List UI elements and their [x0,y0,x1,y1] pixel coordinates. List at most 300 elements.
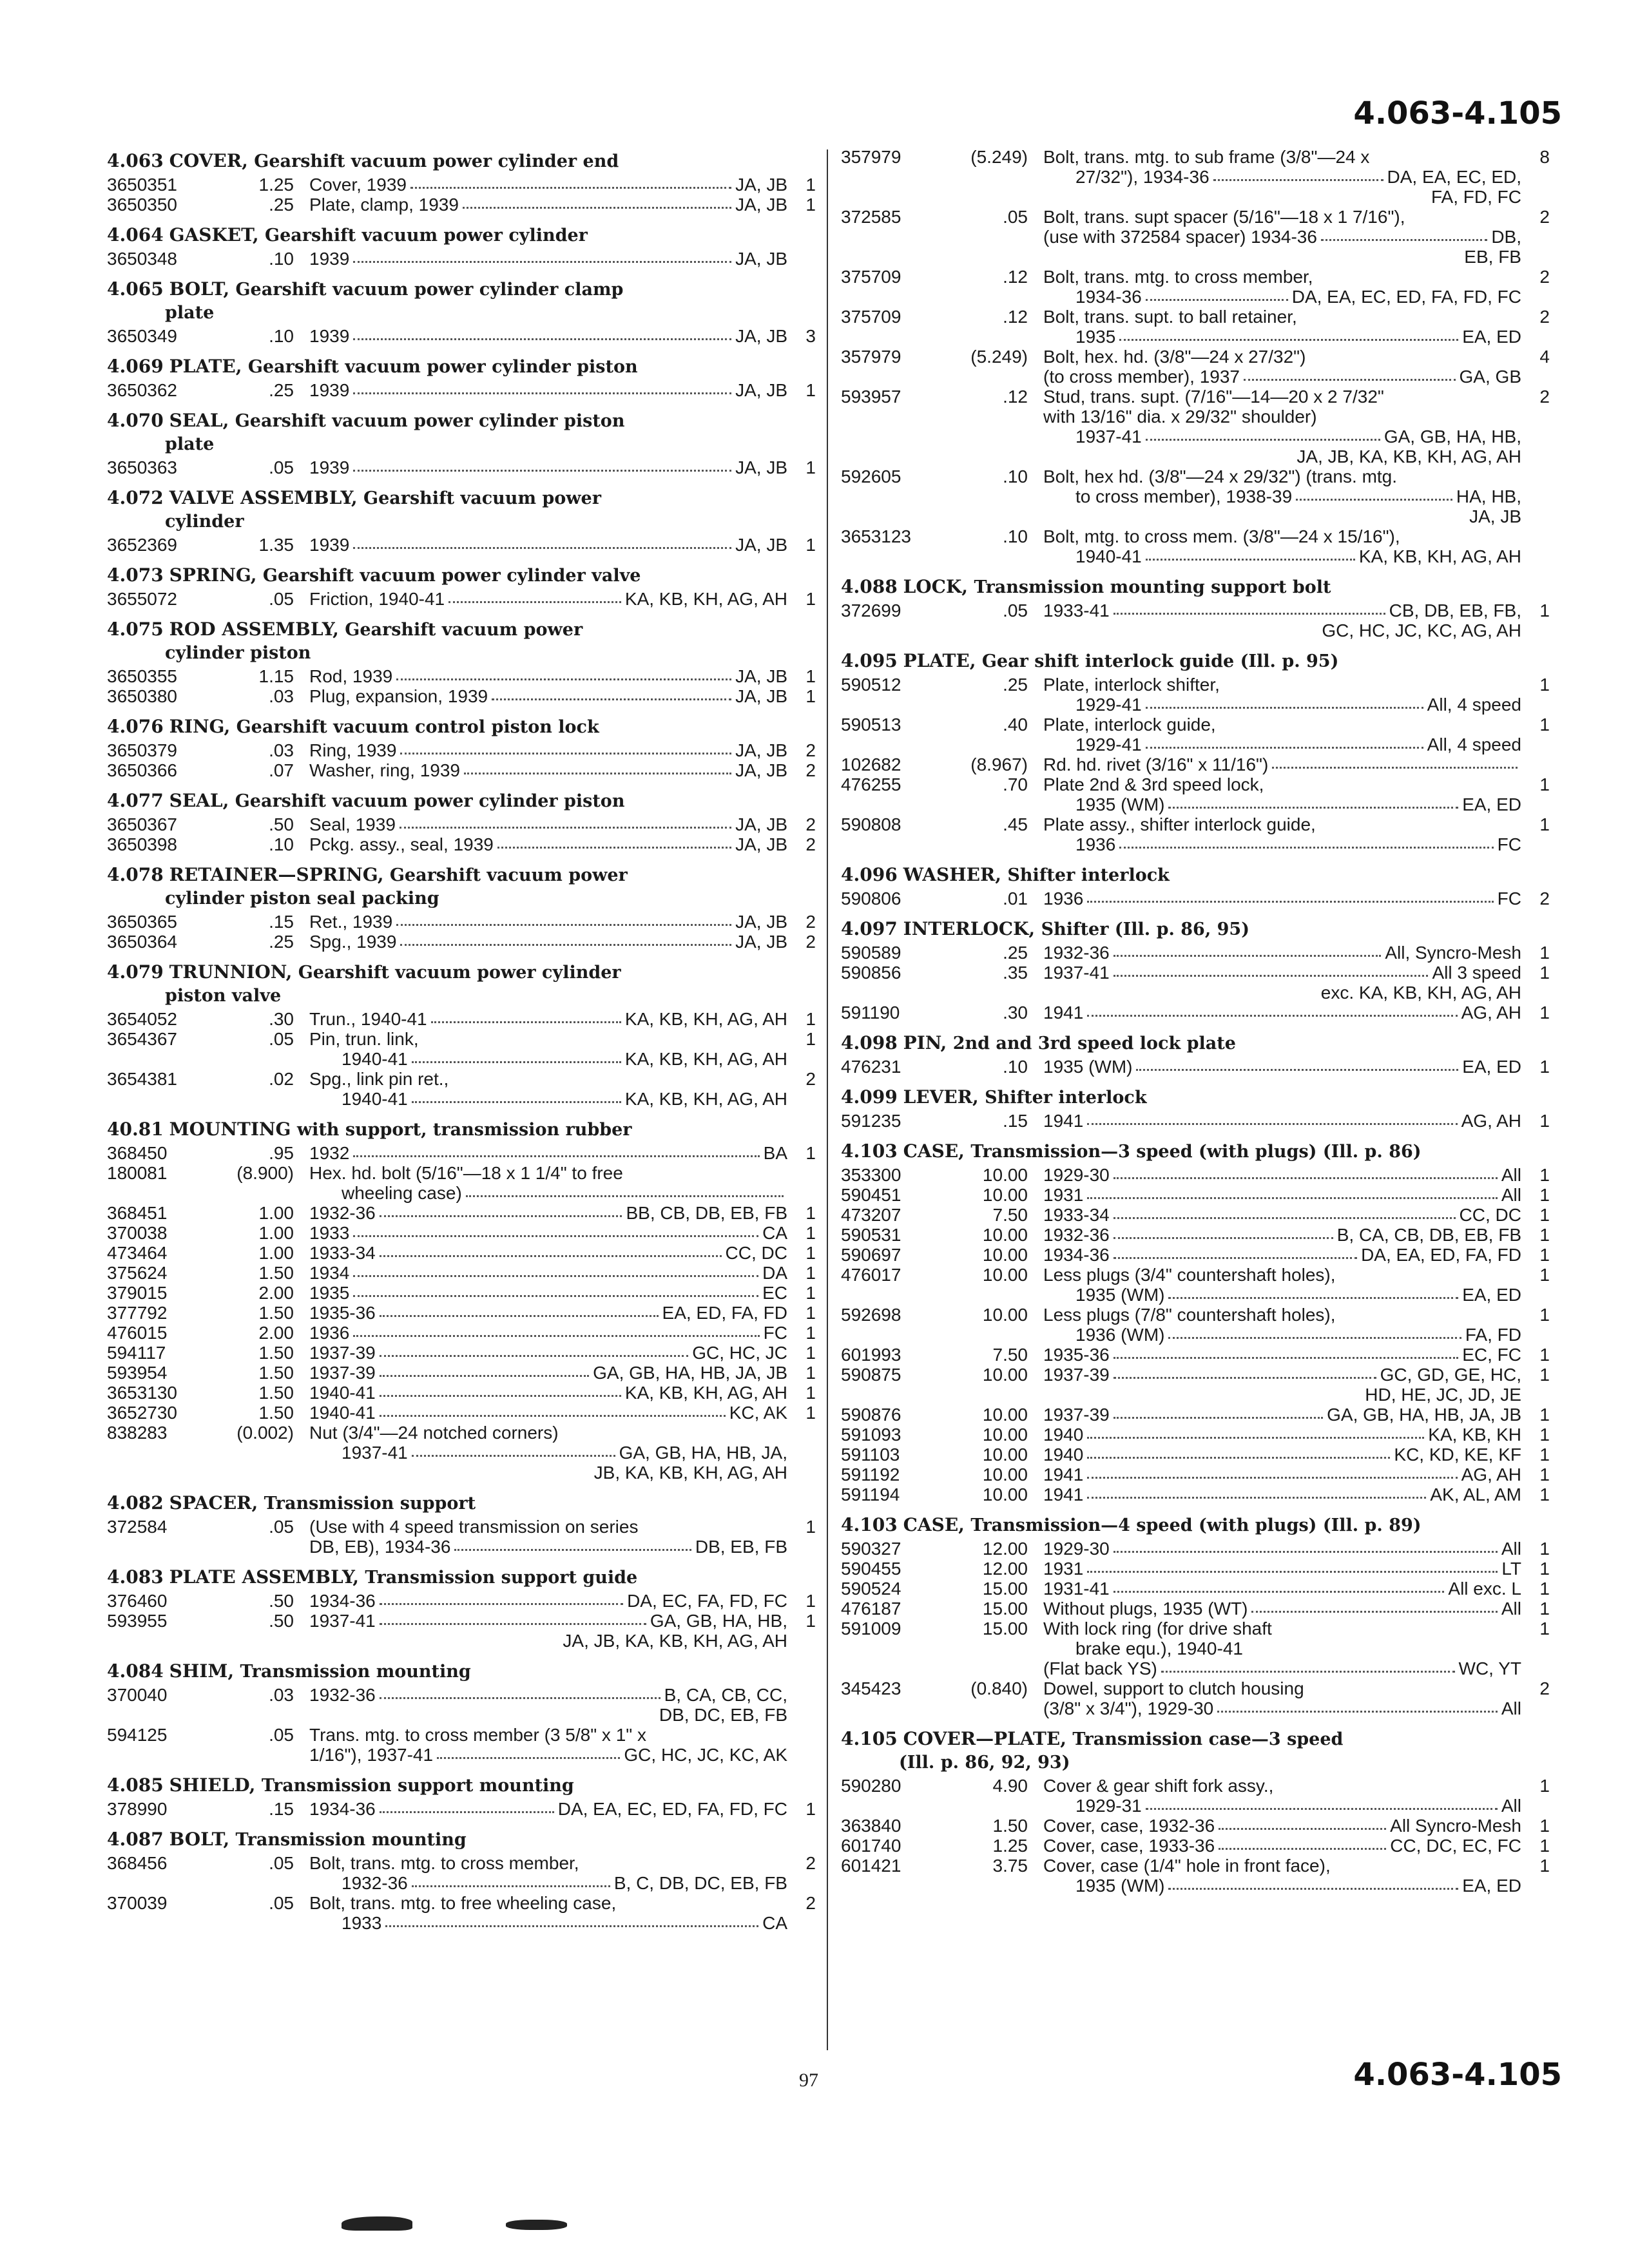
part-price: .12 [1003,387,1028,407]
part-row [841,1265,1550,1305]
catalog-section [107,618,816,706]
dot-leader [353,535,731,549]
dot-leader [380,1403,726,1417]
part-row [107,740,816,760]
section-name: SHIELD, [169,1774,256,1796]
description-text: Friction, 1940-41 [309,589,445,609]
description-line [309,1049,787,1069]
part-description [1043,774,1521,814]
description-line [1043,834,1521,854]
description-text: 1932-36 [1043,1225,1110,1245]
part-number: 370039 [107,1893,168,1913]
part-number: 372584 [107,1517,168,1537]
part-number: 357979 [841,347,901,367]
part-price: 12.00 [982,1539,1028,1559]
part-number: 368456 [107,1853,168,1873]
catalog-section [107,1774,816,1819]
part-price: (5.249) [970,147,1028,167]
part-description [309,1283,787,1303]
part-price: (8.900) [236,1163,294,1183]
description-text: 1941 [1043,1485,1084,1504]
part-number: 3650350 [107,195,178,215]
page-number: 97 [799,2070,818,2091]
section-description: Gear shift interlock guide (Ill. p. 95) [976,651,1339,671]
part-description [1043,147,1521,207]
dot-leader [1219,1816,1386,1830]
section-name: GASKET, [169,224,259,245]
section-name: PLATE, [903,650,976,671]
right-column [841,147,1550,1905]
section-number: 4.077 [107,790,164,811]
part-price: (0.002) [236,1423,294,1443]
model-codes: GA, GB, HA, HB, JA, [619,1443,787,1463]
part-price: .10 [1003,1057,1028,1077]
dot-leader [380,1243,722,1257]
section-number: 4.082 [107,1492,164,1514]
part-quantity: 1 [805,1263,816,1283]
part-price: 1.35 [258,535,294,555]
part-price: 1.00 [258,1223,294,1243]
part-row [107,814,816,834]
part-description [1043,526,1521,566]
description-text: Stud, trans. supt. (7/16"—14—20 x 2 7/32" [1043,387,1384,407]
dot-leader [380,1303,659,1317]
part-number: 375709 [841,267,901,287]
description-text: Bolt, mtg. to cross mem. (3/8"—24 x 15/16"), [1043,526,1400,546]
section-name: BOLT, [169,1829,230,1850]
section-description: Gearshift vacuum power cylinder clamp [229,280,624,300]
part-price: 1.50 [258,1343,294,1363]
dot-leader [1168,1285,1458,1299]
dot-leader [380,1611,646,1625]
part-number: 3650364 [107,932,178,952]
part-price: 1.50 [258,1383,294,1403]
section-description-cont: cylinder [165,512,244,532]
part-description [1043,1816,1521,1836]
part-description [1043,963,1521,1003]
part-description [1043,1678,1521,1718]
dot-leader [1146,735,1423,749]
part-description [309,195,787,215]
part-price: 10.00 [982,1165,1028,1185]
description-text: 1935-36 [1043,1345,1110,1365]
description-line [1043,267,1521,287]
description-text: Bolt, hex hd. (3/8"—24 x 29/32") (trans. mtg. [1043,466,1398,486]
description-text: Plate, clamp, 1939 [309,195,459,215]
part-number: 3655072 [107,589,178,609]
description-text: Ret., 1939 [309,912,393,932]
part-description [1043,1225,1521,1245]
model-codes: JA, JB [735,834,787,854]
part-price: .03 [269,740,294,760]
part-description [309,1893,787,1933]
catalog-section [107,789,816,854]
description-text: 1932-36 [1043,943,1110,963]
description-line [1043,1658,1521,1678]
description-text: Hex. hd. bolt (5/16"—18 x 1 1/4" to free [309,1163,623,1183]
dot-leader [1168,794,1458,809]
model-codes: JA, JB [735,814,787,834]
part-quantity: 2 [1539,267,1550,287]
part-row [841,526,1550,566]
model-codes: DB, [1491,227,1521,247]
part-row [841,1445,1550,1465]
part-quantity: 1 [805,1009,816,1029]
description-line [1043,187,1521,207]
catalog-section [107,1118,816,1483]
section-name: PLATE, [169,356,242,377]
dot-leader [1136,1057,1458,1071]
part-quantity [1521,526,1550,566]
dot-leader [380,1799,554,1813]
section-number: 4.103 [841,1514,898,1535]
part-price: 10.00 [982,1305,1028,1325]
description-text: Without plugs, 1935 (WT) [1043,1599,1248,1619]
part-description [1043,1856,1521,1896]
section-name: LOCK, [903,576,969,597]
part-row [841,1305,1550,1345]
section-name: SPRING, [169,564,257,586]
model-codes: JA, JB [735,666,787,686]
part-description [1043,1003,1521,1023]
section-description: Transmission—4 speed (with plugs) (Ill. p. 89) [964,1515,1422,1535]
section-name: PIN, [903,1032,947,1053]
part-description [309,1009,787,1029]
part-description [309,1029,787,1069]
part-price: .50 [269,1611,294,1631]
part-description [309,1223,787,1243]
part-price: 10.00 [982,1465,1028,1485]
model-codes: JA, JB [735,457,787,477]
part-row [841,466,1550,526]
section-description-cont: plate [165,303,215,323]
catalog-section [841,918,1550,1023]
description-line [1043,167,1521,187]
part-quantity: 1 [805,1403,816,1423]
part-price: 10.00 [982,1425,1028,1445]
description-text: 1937-39 [309,1343,376,1363]
part-number: 375709 [841,307,901,327]
part-number: 370038 [107,1223,168,1243]
description-line [309,1163,787,1183]
description-text: 1941 [1043,1111,1084,1131]
part-price: .45 [1003,814,1028,834]
description-text: 1936 (WM) [1075,1325,1165,1345]
description-line [309,1283,787,1303]
description-text: 1931 [1043,1185,1084,1205]
dot-leader [1113,943,1382,957]
catalog-section [841,575,1550,640]
model-codes: JA, JB [735,760,787,780]
description-line [1043,1678,1521,1698]
description-line [1043,1579,1521,1599]
part-description [1043,1539,1521,1559]
dot-leader [1087,1425,1424,1439]
part-price: .05 [269,1853,294,1873]
model-codes: AK, AL, AM [1430,1485,1521,1504]
part-quantity: 1 [805,1799,816,1819]
dot-leader [412,1873,610,1887]
part-quantity: 1 [1539,1057,1550,1077]
part-row [107,1383,816,1403]
section-name: COVER, [169,150,248,171]
model-codes: JA, JB [735,932,787,952]
section-heading [107,564,816,588]
model-codes: GA, GB, HA, HB, [1383,427,1521,447]
dot-leader [454,1537,691,1551]
part-quantity: 2 [805,834,816,854]
description-line [1043,526,1521,546]
model-codes: CC, DC, EC, FC [1390,1836,1521,1856]
description-text: Bolt, trans. mtg. to cross member, [1043,267,1313,287]
dot-leader [1119,834,1493,849]
part-row [107,1009,816,1029]
part-price: 2.00 [258,1283,294,1303]
section-heading [107,789,816,813]
dot-leader [1168,1325,1461,1339]
dot-leader [380,1591,623,1605]
model-codes: GA, GB, HA, HB, [650,1611,787,1631]
part-number: 593954 [107,1363,168,1383]
description-line [1043,1185,1521,1205]
part-price: 1.50 [992,1816,1028,1836]
description-text: 1941 [1043,1003,1084,1023]
part-quantity: 1 [1539,1305,1550,1325]
part-quantity: 1 [805,175,816,195]
dot-leader [1113,1579,1445,1593]
part-number: 590856 [841,963,901,983]
part-number: 590806 [841,889,901,908]
description-line [309,1913,787,1933]
description-line [309,1631,787,1651]
description-text: 1937-41 [309,1611,376,1631]
part-number: 476231 [841,1057,901,1077]
part-description [1043,1405,1521,1425]
description-line [1043,327,1521,347]
part-row [841,347,1550,387]
part-row [107,1243,816,1263]
description-text: 1935 (WM) [1075,1285,1165,1305]
description-line [1043,1876,1521,1896]
part-row [107,932,816,952]
part-row [107,1143,816,1163]
part-row [841,1405,1550,1425]
part-row [841,147,1550,207]
description-text: (to cross member), 1937 [1043,367,1240,387]
part-price: .30 [1003,1003,1028,1023]
description-text: 1931-41 [1043,1579,1110,1599]
part-row [107,1163,816,1203]
section-description-cont: (Ill. p. 86, 92, 93) [899,1753,1070,1773]
part-row [841,1836,1550,1856]
section-number: 4.079 [107,961,164,983]
part-price: 1.25 [992,1836,1028,1856]
part-price: .10 [269,834,294,854]
part-quantity: 2 [1539,387,1550,407]
description-text: 1937-41 [342,1443,408,1463]
part-description [309,1203,787,1223]
description-text: Bolt, hex. hd. (3/8"—24 x 27/32") [1043,347,1306,367]
section-name: LEVER, [903,1086,979,1108]
part-quantity [787,249,816,269]
description-text: with 13/16" dia. x 29/32" shoulder) [1043,407,1317,427]
description-line [1043,1305,1521,1325]
part-description [309,1143,787,1163]
part-description [309,740,787,760]
description-line [309,1363,787,1383]
part-price: .25 [1003,943,1028,963]
description-line [309,195,787,215]
dot-leader [1251,1599,1497,1613]
part-price: 1.00 [258,1243,294,1263]
description-text: 1941 [1043,1465,1084,1485]
section-description: Transmission support guide [359,1568,638,1588]
section-description: Gearshift vacuum power [338,620,583,640]
catalog-section [107,1828,816,1933]
description-line [1043,387,1521,407]
model-codes: EA, ED [1462,1057,1521,1077]
part-row [841,1365,1550,1405]
part-number: 591190 [841,1003,900,1023]
part-number: 594117 [107,1343,166,1363]
part-number: 3650349 [107,326,178,346]
section-name: WASHER, [903,864,1002,885]
part-quantity: 1 [1539,1465,1550,1485]
part-row [107,175,816,195]
model-codes: JA, JB [1469,506,1521,526]
part-row [841,963,1550,1003]
part-quantity: 1 [1539,943,1550,963]
part-description [309,1685,787,1725]
description-text: 1937-41 [1075,427,1142,447]
section-name: BOLT, [169,278,230,300]
part-description [309,1303,787,1323]
part-description [1043,1579,1521,1599]
description-line [1043,774,1521,794]
description-text: 1932-36 [342,1873,408,1893]
dot-leader [492,686,731,700]
part-quantity: 1 [1539,1619,1550,1639]
part-description [1043,814,1521,854]
description-line [309,1343,787,1363]
part-price: .25 [269,932,294,952]
part-quantity: 1 [1539,1816,1550,1836]
dot-leader [1113,1365,1376,1379]
model-codes: JA, JB [735,686,787,706]
description-text: 1929-41 [1075,695,1142,715]
part-price: 10.00 [982,1245,1028,1265]
part-quantity: 1 [1539,1345,1550,1365]
description-text: 27/32"), 1934-36 [1075,167,1210,187]
section-number: 4.075 [107,619,164,640]
catalog-section [841,1032,1550,1077]
section-number: 4.085 [107,1774,164,1796]
model-codes: GA, GB [1459,367,1521,387]
part-price: .03 [269,1685,294,1705]
model-codes: DA, EA, EC, ED, FA, FD, FC [557,1799,787,1819]
description-line [1043,367,1521,387]
model-codes: BA [763,1143,787,1163]
part-description [309,1799,787,1819]
part-price: .05 [1003,207,1028,227]
description-line [1043,1445,1521,1465]
dot-leader [353,1263,758,1277]
part-row [107,1303,816,1323]
model-codes: JA, JB [735,380,787,400]
description-text: 1940-41 [342,1089,408,1109]
part-row [841,1057,1550,1077]
part-quantity: 1 [1539,1559,1550,1579]
part-quantity: 2 [805,912,816,932]
description-text: 1933-34 [309,1243,376,1263]
part-number: 378990 [107,1799,168,1819]
part-price: 15.00 [982,1579,1028,1599]
description-text: Less plugs (7/8" countershaft holes), [1043,1305,1336,1325]
part-row [841,1816,1550,1836]
part-row [107,1853,816,1893]
dot-leader [380,1343,688,1357]
part-quantity: 1 [1539,601,1550,620]
model-codes: JA, JB [735,912,787,932]
section-number: 4.070 [107,410,164,431]
part-number: 601421 [841,1856,901,1876]
description-text: Plate assy., shifter interlock guide, [1043,814,1316,834]
part-row [841,387,1550,466]
description-line [309,380,787,400]
part-price: 10.00 [982,1485,1028,1504]
part-row [107,1363,816,1383]
dot-leader [1113,1225,1333,1239]
model-codes: KA, KB, KH, AG, AH [624,1383,787,1403]
description-text: (3/8" x 3/4"), 1929-30 [1043,1698,1214,1718]
part-description [1043,307,1521,347]
description-line [309,175,787,195]
description-text: Pckg. assy., seal, 1939 [309,834,494,854]
dot-leader [353,249,731,263]
model-codes: KA, KB, KH, AG, AH [624,1009,787,1029]
description-text: 1929-41 [1075,735,1142,754]
part-quantity: 1 [1539,1579,1550,1599]
part-quantity: 1 [1539,1856,1550,1876]
description-line [1043,620,1521,640]
dot-leader [1146,287,1288,301]
description-line [1043,1816,1521,1836]
part-quantity: 1 [1539,675,1550,695]
part-price: .70 [1003,774,1028,794]
dot-leader [1146,1796,1498,1810]
description-line [309,1423,787,1443]
part-description [309,1725,787,1765]
section-number: 4.072 [107,487,164,508]
part-price: .30 [269,1009,294,1029]
description-text: 1933-34 [1043,1205,1110,1225]
part-number: 476017 [841,1265,901,1285]
part-number: 591103 [841,1445,900,1465]
part-price: 1.50 [258,1363,294,1383]
model-codes: WC, YT [1458,1658,1521,1678]
part-quantity: 1 [1539,1245,1550,1265]
model-codes: EC, FC [1462,1345,1521,1365]
section-name: INTERLOCK, [903,918,1036,939]
part-description [1043,1265,1521,1305]
part-description [309,1517,787,1557]
description-line [1043,1365,1521,1385]
part-number: 3650363 [107,457,178,477]
part-number: 3650351 [107,175,178,195]
section-heading [107,1566,816,1590]
description-text: 1935 [309,1283,350,1303]
dot-leader [1161,1658,1455,1673]
